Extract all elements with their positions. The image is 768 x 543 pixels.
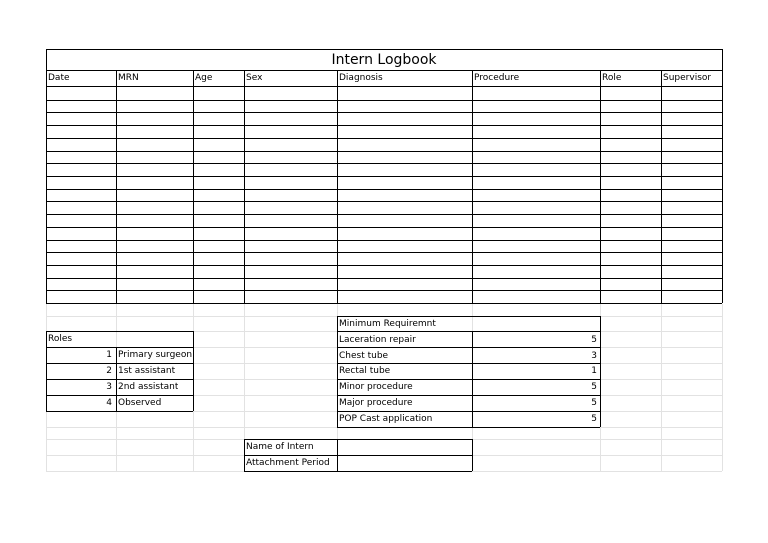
column-header-age: Age [195, 73, 213, 83]
grid-line [46, 112, 722, 113]
grid-line [46, 265, 722, 266]
intern-name-field[interactable] [339, 440, 470, 454]
requirement-label: Laceration repair [339, 335, 416, 345]
column-header-procedure: Procedure [474, 73, 520, 83]
requirement-count: 1 [591, 366, 597, 376]
grid-line [193, 331, 194, 411]
grid-line [722, 49, 723, 303]
grid-line [600, 70, 601, 303]
grid-line [46, 303, 722, 304]
requirement-count: 5 [591, 414, 597, 424]
grid-line [46, 290, 722, 291]
grid-line [46, 151, 722, 152]
grid-line [244, 439, 245, 471]
grid-line [46, 227, 722, 228]
requirement-count: 5 [591, 335, 597, 345]
grid-line [46, 100, 722, 101]
grid-line [472, 70, 473, 303]
grid-line [46, 201, 722, 202]
column-header-sex: Sex [246, 73, 263, 83]
grid-line [244, 471, 472, 472]
role-number: 4 [106, 398, 112, 408]
grid-line [46, 176, 722, 177]
role-label: Primary surgeon [118, 350, 193, 360]
grid-line [337, 427, 600, 428]
column-header-role: Role [602, 73, 622, 83]
requirement-count: 5 [591, 382, 597, 392]
requirement-count: 5 [591, 398, 597, 408]
role-number: 1 [106, 350, 112, 360]
grid-line [337, 304, 338, 471]
role-number: 3 [106, 382, 112, 392]
requirement-count: 3 [591, 351, 597, 361]
grid-line [46, 125, 722, 126]
requirements-header: Minimum Requiremnt [339, 319, 436, 329]
grid-line [600, 316, 601, 427]
role-number: 2 [106, 366, 112, 376]
grid-line [46, 304, 47, 471]
requirement-label: Major procedure [339, 398, 413, 408]
grid-line [46, 49, 47, 303]
grid-line [46, 331, 722, 332]
column-header-diagnosis: Diagnosis [339, 73, 383, 83]
grid-line [722, 304, 723, 471]
intern-name-label: Name of Intern [246, 442, 314, 452]
grid-line [337, 331, 600, 332]
grid-line [337, 439, 338, 471]
grid-line [46, 331, 47, 411]
role-label: Observed [118, 398, 162, 408]
grid-line [600, 304, 601, 471]
grid-line [46, 189, 722, 190]
grid-line [244, 70, 245, 303]
grid-line [46, 240, 722, 241]
column-header-supervisor: Supervisor [663, 73, 712, 83]
requirement-label: Minor procedure [339, 382, 413, 392]
grid-line [46, 427, 722, 428]
grid-line [46, 411, 193, 412]
grid-line [472, 331, 473, 427]
grid-line [661, 304, 662, 471]
grid-line [46, 471, 722, 472]
grid-line [46, 252, 722, 253]
grid-line [472, 439, 473, 471]
grid-line [46, 138, 722, 139]
requirement-label: Rectal tube [339, 366, 391, 376]
grid-line [116, 304, 117, 471]
roles-header: Roles [48, 334, 73, 344]
page-title: Intern Logbook [331, 52, 437, 68]
grid-line [116, 70, 117, 303]
grid-line [193, 70, 194, 303]
grid-line [193, 304, 194, 471]
role-label: 2nd assistant [118, 382, 179, 392]
role-label: 1st assistant [118, 366, 176, 376]
grid-line [116, 347, 117, 411]
grid-line [46, 86, 722, 87]
column-header-date: Date [48, 73, 70, 83]
grid-line [244, 304, 245, 471]
requirement-label: Chest tube [339, 351, 389, 361]
grid-line [46, 278, 722, 279]
grid-line [337, 70, 338, 303]
grid-line [337, 347, 600, 348]
grid-line [46, 214, 722, 215]
grid-line [337, 316, 338, 427]
attachment-period-label: Attachment Period [246, 458, 330, 468]
grid-line [661, 70, 662, 303]
requirement-label: POP Cast application [339, 414, 433, 424]
attachment-period-field[interactable] [339, 456, 470, 470]
column-header-mrn: MRN [118, 73, 139, 83]
grid-line [472, 304, 473, 471]
grid-line [46, 163, 722, 164]
